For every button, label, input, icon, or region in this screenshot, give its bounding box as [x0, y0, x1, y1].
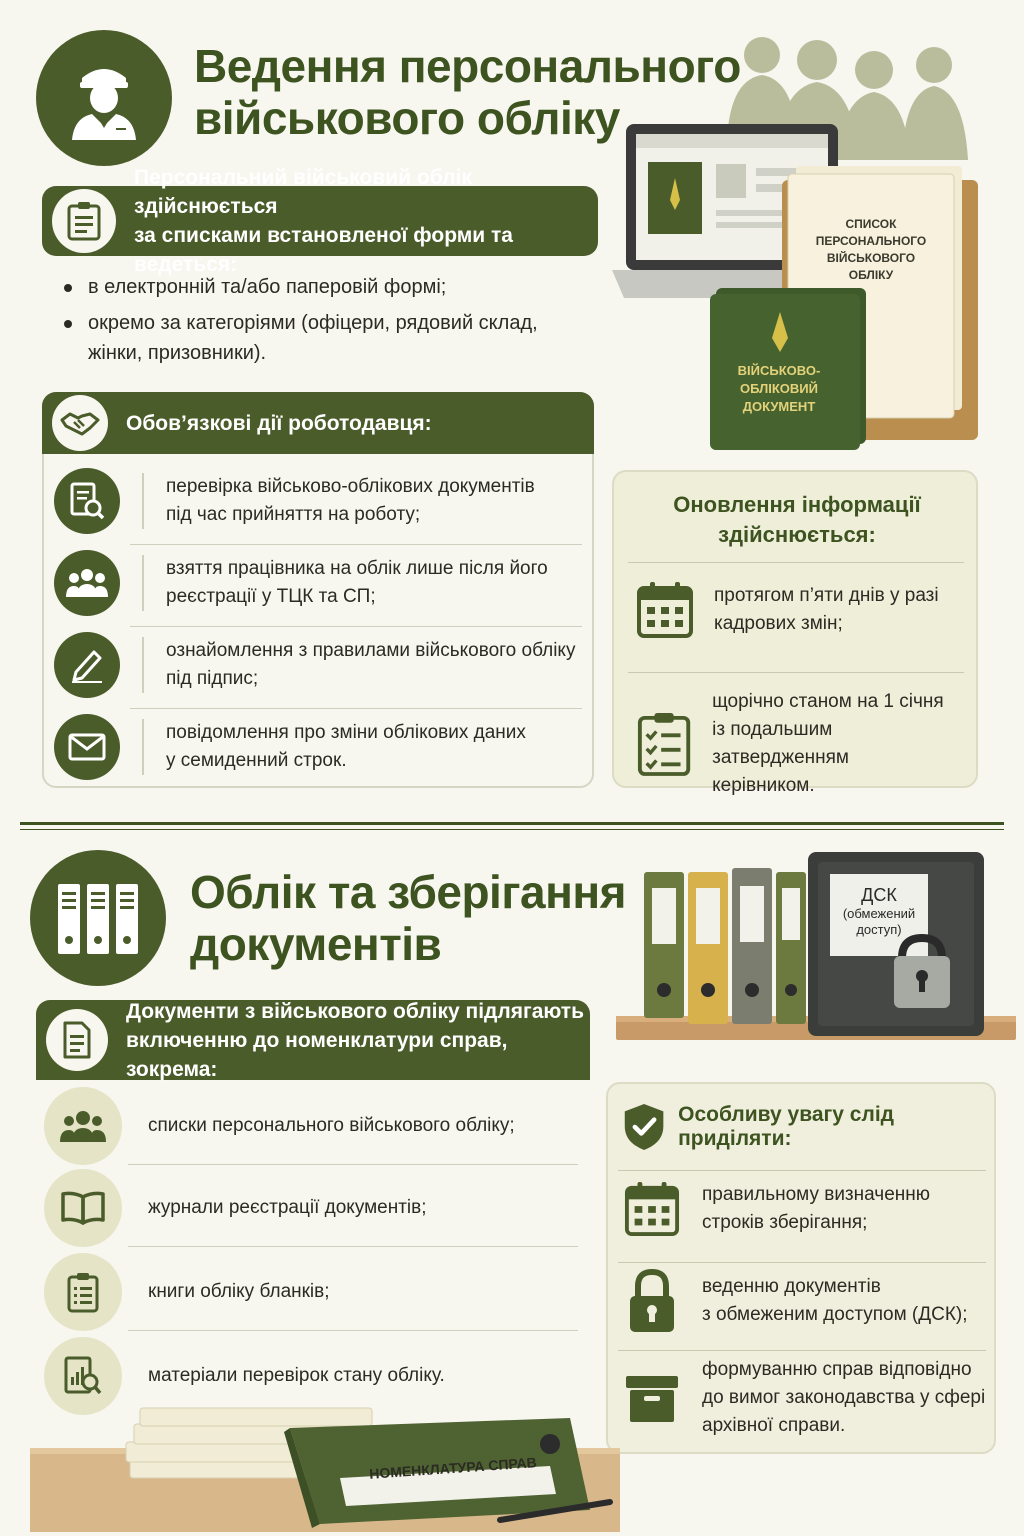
section2-title-line2: документів — [190, 918, 442, 970]
people-icon — [54, 550, 120, 616]
update-info-card — [612, 470, 978, 796]
checklist-icon — [636, 711, 692, 777]
people-icon — [44, 1087, 122, 1165]
envelope-icon — [54, 714, 120, 780]
clipboard-icon — [52, 189, 116, 253]
document-icon — [46, 1009, 108, 1071]
section-divider — [20, 829, 1004, 830]
military-document-label: ВІЙСЬКОВО- ОБЛІКОВИЙ ДОКУМЕНТ — [737, 363, 821, 414]
section-divider — [20, 822, 1004, 825]
soldier-avatar-icon — [36, 30, 172, 166]
employer-ribbon — [42, 392, 594, 454]
nomenclature-ribbon — [36, 1000, 590, 1080]
bullet-item: в електронній та/або паперовій формі; — [62, 272, 582, 302]
nomenclature-item: журнали реєстрації документів; — [44, 1166, 580, 1250]
update-item: щорічно станом на 1 січня із подальшим затвердженням керівником. — [636, 688, 966, 800]
calendar-icon — [624, 1180, 680, 1238]
duty-item: ознайомлення з правилами військового обліку під підпис; — [54, 624, 584, 706]
section2-title — [190, 866, 626, 970]
form-bullets — [62, 272, 582, 374]
attention-item: веденню документів з обмеженим доступом (ДСК); — [624, 1268, 988, 1334]
nomenclature-intro: Документи з військового обліку підлягають включенню до номенклатури справ, зокрема: — [126, 999, 585, 1081]
employer-duties-card — [42, 392, 594, 788]
duty-item: повідомлення про зміни облікових даних у семиденний строк. — [54, 706, 584, 788]
pen-sign-icon — [54, 632, 120, 698]
nomenclature-item: книги обліку бланків; — [44, 1250, 580, 1334]
update-item: протягом п’яти днів у разі кадрових змін; — [636, 580, 966, 640]
intro-text: Персональний військовий облік здійснюється за списками встановленої форми та ведеться: — [134, 166, 513, 276]
section1-title-line2: військового обліку — [194, 92, 620, 144]
attention-title: Особливу увагу слід приділяти: — [678, 1103, 894, 1150]
update-title: Оновлення інформації здійснюється: — [673, 492, 921, 547]
clipboard-icon — [44, 1253, 122, 1331]
section1-title-line1: Ведення персонального — [194, 40, 741, 92]
attention-item: формуванню справ відповідно до вимог законодавства у сфері архівної справи. — [624, 1356, 988, 1440]
nomenclature-item: списки персонального військового обліку; — [44, 1084, 580, 1168]
attention-card — [606, 1082, 996, 1454]
archive-shelf-illustration — [612, 848, 1022, 1068]
section2-title-line1: Облік та зберігання — [190, 866, 626, 918]
document-search-icon — [54, 468, 120, 534]
attention-item: правильному визначенню строків зберігання; — [624, 1180, 988, 1238]
calendar-icon — [636, 580, 694, 640]
duty-item: взяття працівника на облік лише після його реєстрації у ТЦК та СП; — [54, 542, 584, 624]
binder-label: НОМЕНКЛАТУРА СПРАВ — [368, 1454, 538, 1482]
safe-label: ДСК (обмежений доступ) — [842, 885, 916, 937]
shield-check-icon — [622, 1100, 666, 1154]
padlock-icon — [624, 1268, 680, 1334]
open-book-icon — [44, 1169, 122, 1247]
binders-icon — [30, 850, 166, 986]
handshake-icon — [52, 395, 108, 451]
list-document-label: СПИСОК ПЕРСОНАЛЬНОГО ВІЙСЬКОВОГО ОБЛІКУ — [815, 217, 927, 282]
bullet-item: окремо за категоріями (офіцери, рядовий склад, жінки, призовники). — [62, 308, 582, 368]
duty-item: перевірка військово-облікових документів під час прийняття на роботу; — [54, 460, 584, 542]
nomenclature-item: матеріали перевірок стану обліку. — [44, 1334, 580, 1418]
archive-box-icon — [624, 1372, 680, 1424]
employer-title: Обов’язкові дії роботодавця: — [126, 411, 432, 435]
intro-ribbon — [42, 166, 598, 276]
attention-header — [622, 1100, 986, 1154]
